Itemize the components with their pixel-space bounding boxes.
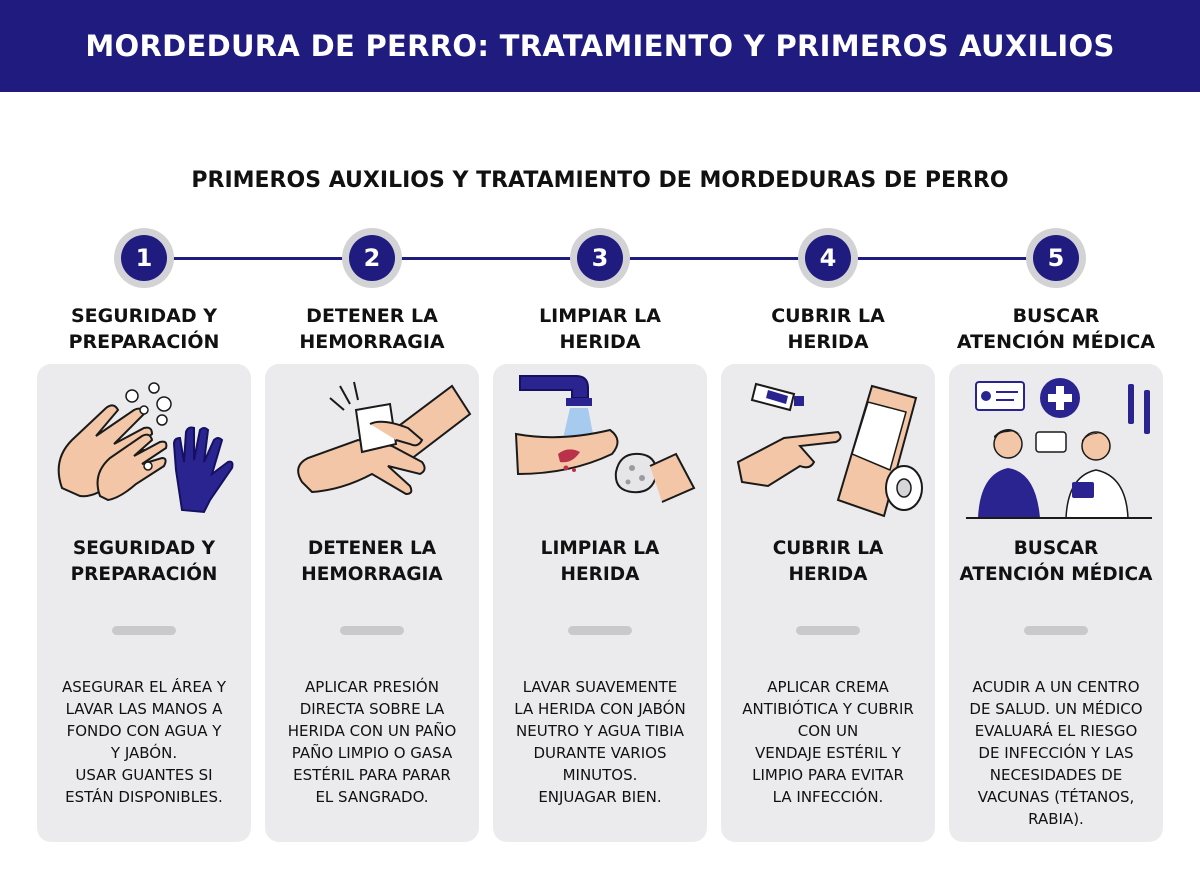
step-4-illustration [728, 370, 928, 522]
step-card-title: DETENER LA HEMORRAGIA [301, 538, 443, 585]
wounded-arm-icon [516, 430, 618, 474]
step-3-marker [570, 228, 630, 288]
step-1-marker [114, 228, 174, 288]
step-number: 3 [577, 235, 623, 281]
step-5-illustration [956, 370, 1156, 522]
step-heading: CUBRIR LA HERIDA [771, 305, 885, 353]
step-heading: DETENER LA HEMORRAGIA [299, 305, 445, 353]
ointment-tube-icon [752, 384, 804, 410]
washing-hands-icon [59, 405, 167, 500]
step-number: 4 [805, 235, 851, 281]
hand-icon [738, 432, 841, 486]
step-card-description: ASEGURAR EL ÁREA Y LAVAR LAS MANOS A FONDO CON AGUA Y Y JABÓN. USAR GUANTES SI ESTÁN DISPONIBLES. [61, 678, 227, 806]
doctor-icon [1066, 432, 1128, 518]
id-card-icon [976, 382, 1024, 410]
step-heading: BUSCAR ATENCIÓN MÉDICA [956, 305, 1156, 353]
step-card-atencion [949, 364, 1163, 842]
step-card-description: APLICAR CREMA ANTIBIÓTICA Y CUBRIR CON UN VENDAJE ESTÉRIL Y LIMPIO PARA EVITAR LA INFECCIÓN. [742, 678, 914, 806]
header-banner [0, 0, 1200, 92]
step-card-description: LAVAR SUAVEMENTE LA HERIDA CON JABÓN NEUTRO Y AGUA TIBIA DURANTE VARIOS MINUTOS. ENJUAGAR BIEN. [514, 678, 686, 806]
card-divider [112, 626, 176, 635]
step-number: 2 [349, 235, 395, 281]
step-5-marker [1026, 228, 1086, 288]
page-title: MORDEDURA DE PERRO: TRATAMIENTO Y PRIMEROS AUXILIOS [85, 29, 1115, 63]
step-card-title: LIMPIAR LA HERIDA [540, 538, 660, 585]
step-card-title: SEGURIDAD Y PREPARACIÓN [70, 538, 218, 585]
card-divider [568, 626, 632, 635]
step-heading: SEGURIDAD Y PREPARACIÓN [68, 305, 220, 353]
step-number: 5 [1033, 235, 1079, 281]
syringe-icon [1128, 384, 1150, 434]
bandage-roll-icon [886, 466, 922, 510]
step-card-title: BUSCAR ATENCIÓN MÉDICA [959, 538, 1153, 585]
step-number: 1 [121, 235, 167, 281]
step-card-title: CUBRIR LA HERIDA [772, 538, 884, 585]
step-heading: LIMPIAR LA HERIDA [539, 305, 661, 353]
card-divider [340, 626, 404, 635]
sponge-icon [616, 454, 694, 502]
step-card-hemorragia [265, 364, 479, 842]
page-subtitle: PRIMEROS AUXILIOS Y TRATAMIENTO DE MORDEDURAS DE PERRO [191, 168, 1009, 193]
step-1-illustration [44, 370, 244, 522]
card-divider [796, 626, 860, 635]
step-3-illustration [500, 370, 700, 522]
step-2-marker [342, 228, 402, 288]
step-4-marker [798, 228, 858, 288]
step-card-description: APLICAR PRESIÓN DIRECTA SOBRE LA HERIDA CON UN PAÑO PAÑO LIMPIO O GASA ESTÉRIL PARA PARAR EL SANGRADO. [287, 678, 457, 806]
patient-icon [978, 429, 1040, 518]
step-card-cubrir [721, 364, 935, 842]
step-2-illustration [272, 370, 472, 522]
glove-icon [174, 428, 233, 513]
step-card-seguridad [37, 364, 251, 842]
faucet-icon [520, 376, 592, 406]
step-card-limpiar [493, 364, 707, 842]
medical-cross-icon [1040, 378, 1080, 418]
card-divider [1024, 626, 1088, 635]
step-card-description: ACUDIR A UN CENTRO DE SALUD. UN MÉDICO EVALUARÁ EL RIESGO DE INFECCIÓN Y LAS NECESIDADES DE VACUNAS (TÉTANOS, RABIA). [969, 678, 1143, 828]
step-timeline [0, 228, 1200, 288]
speech-bubble-icon [1036, 432, 1066, 452]
